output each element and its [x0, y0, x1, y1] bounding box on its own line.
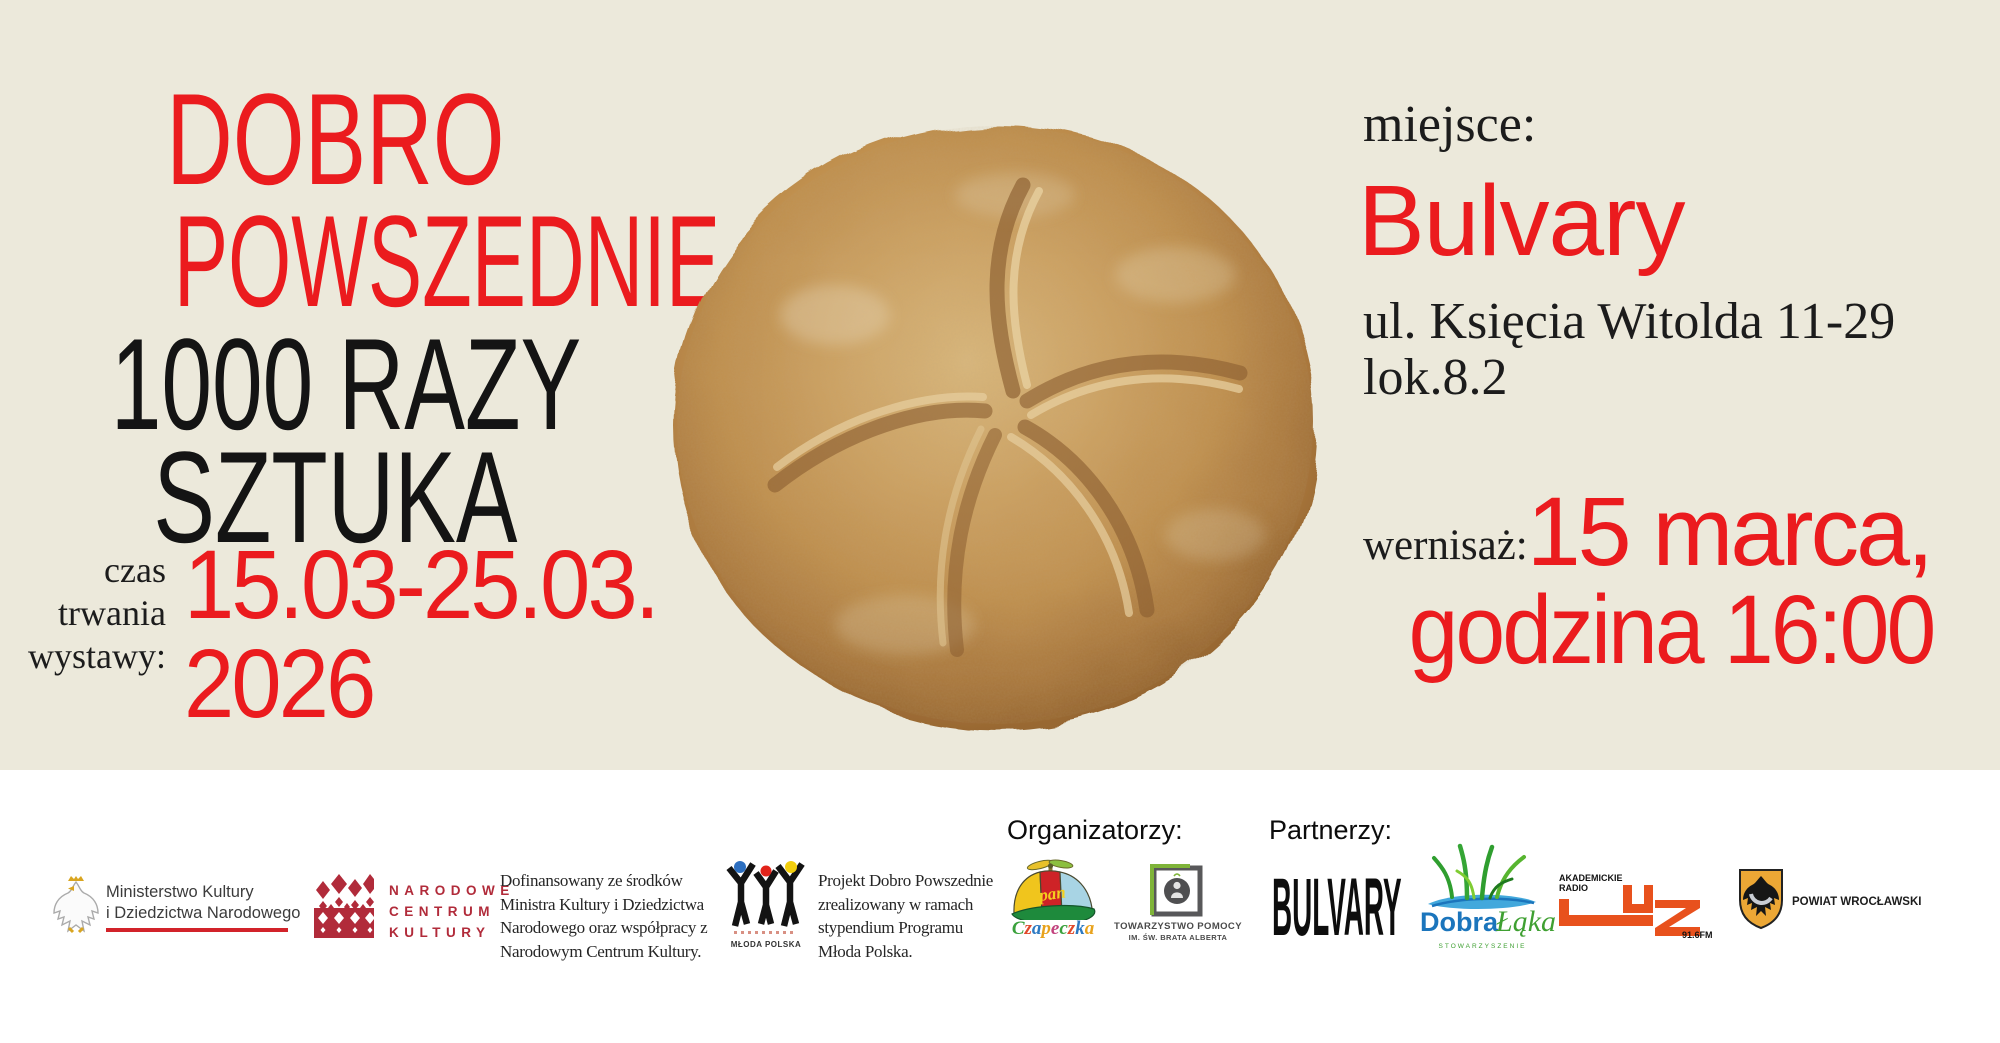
mloda-polska-figures-icon [726, 856, 806, 938]
title-line-2: POWSZEDNIE [173, 188, 721, 334]
dobra-laka-name [1420, 905, 1557, 939]
partners-label: Partnerzy: [1269, 815, 1393, 845]
project-statement: Projekt Dobro Powszednie zrealizowany w ramach stypendium Programu Młoda Polska. [818, 871, 994, 961]
venue-address-line-2: lok.8.2 [1363, 349, 1508, 406]
duration-label-line: wystawy: [28, 636, 166, 676]
nck-name-line-3: KULTURY [389, 925, 491, 940]
duration-label [26, 549, 166, 678]
title-line-1: DOBRO [165, 66, 505, 212]
exhibition-dates [184, 530, 658, 738]
polish-eagle-icon [50, 874, 102, 936]
dobra-laka-subtitle: STOWARZYSZENIE [1438, 943, 1527, 950]
ministry-name-line-2: i Dziedzictwa Narodowego [106, 904, 301, 922]
towarzystwo-name-line-1: TOWARZYSTWO POMOCY [1114, 921, 1242, 932]
duration-label-line: czas [104, 550, 166, 590]
vernissage-label: wernisaż: [1363, 522, 1528, 569]
towarzystwo-name-line-2: IM. ŚW. BRATA ALBERTA [1128, 933, 1228, 942]
funding-statement: Dofinansowany ze środków Ministra Kultury i Dziedzictwa Narodowego oraz współpracy z Narodowym Centrum Kultury. [500, 871, 708, 961]
radio-luz-label: AKADEMICKIE RADIO [1559, 873, 1623, 893]
dobra-laka-word-2: Łąka [1496, 905, 1557, 938]
venue-name: Bulvary [1358, 165, 1685, 277]
bread-roll-photo [655, 105, 1335, 745]
pan-czapeczka-pan-word: pan [1037, 882, 1067, 905]
duration-label-line: trwania [58, 593, 166, 633]
organizers-label: Organizatorzy: [1007, 815, 1183, 845]
nck-name-line-1: NARODOWE [389, 883, 515, 898]
dates-line-1: 15.03-25.03. [184, 530, 658, 639]
title-line-4: SZTUKA [152, 424, 518, 570]
powiat-wroclawski-label: POWIAT WROCŁAWSKI [1792, 896, 1922, 908]
pan-czapeczka-cap-icon [1002, 856, 1106, 920]
vernissage-time: godzina 16:00 [1408, 575, 1934, 684]
venue-address [1363, 294, 1895, 406]
dates-line-2: 2026 [184, 629, 374, 738]
vernissage-date: 15 marca, [1526, 477, 1931, 586]
exhibition-title [10, 0, 721, 620]
bulvary-logo: BULVARY [1272, 862, 1402, 953]
ministry-red-underline [106, 928, 288, 932]
ministry-name [106, 882, 300, 924]
venue-address-line-1: ul. Księcia Witolda 11-29 [1363, 293, 1896, 350]
mloda-polska-label: MŁODA POLSKA [730, 940, 802, 949]
title-line-3: 1000 RAZY [110, 311, 582, 457]
venue-label: miejsce: [1363, 96, 1537, 153]
dobra-laka-word-1: Dobra [1420, 907, 1499, 937]
radio-luz-frequency: 91.6FM [1682, 930, 1713, 940]
brata-alberta-emblem-icon [1150, 864, 1204, 918]
dobra-laka-grass-icon [1422, 842, 1542, 912]
pan-czapeczka-word: Czapeczka [1011, 918, 1095, 939]
nck-name [389, 880, 515, 943]
nck-name-line-2: CENTRUM [389, 904, 495, 919]
nck-diamonds-icon [314, 874, 374, 938]
ministry-name-line-1: Ministerstwo Kultury [106, 883, 254, 901]
powiat-wroclawski-shield-icon [1738, 868, 1784, 930]
